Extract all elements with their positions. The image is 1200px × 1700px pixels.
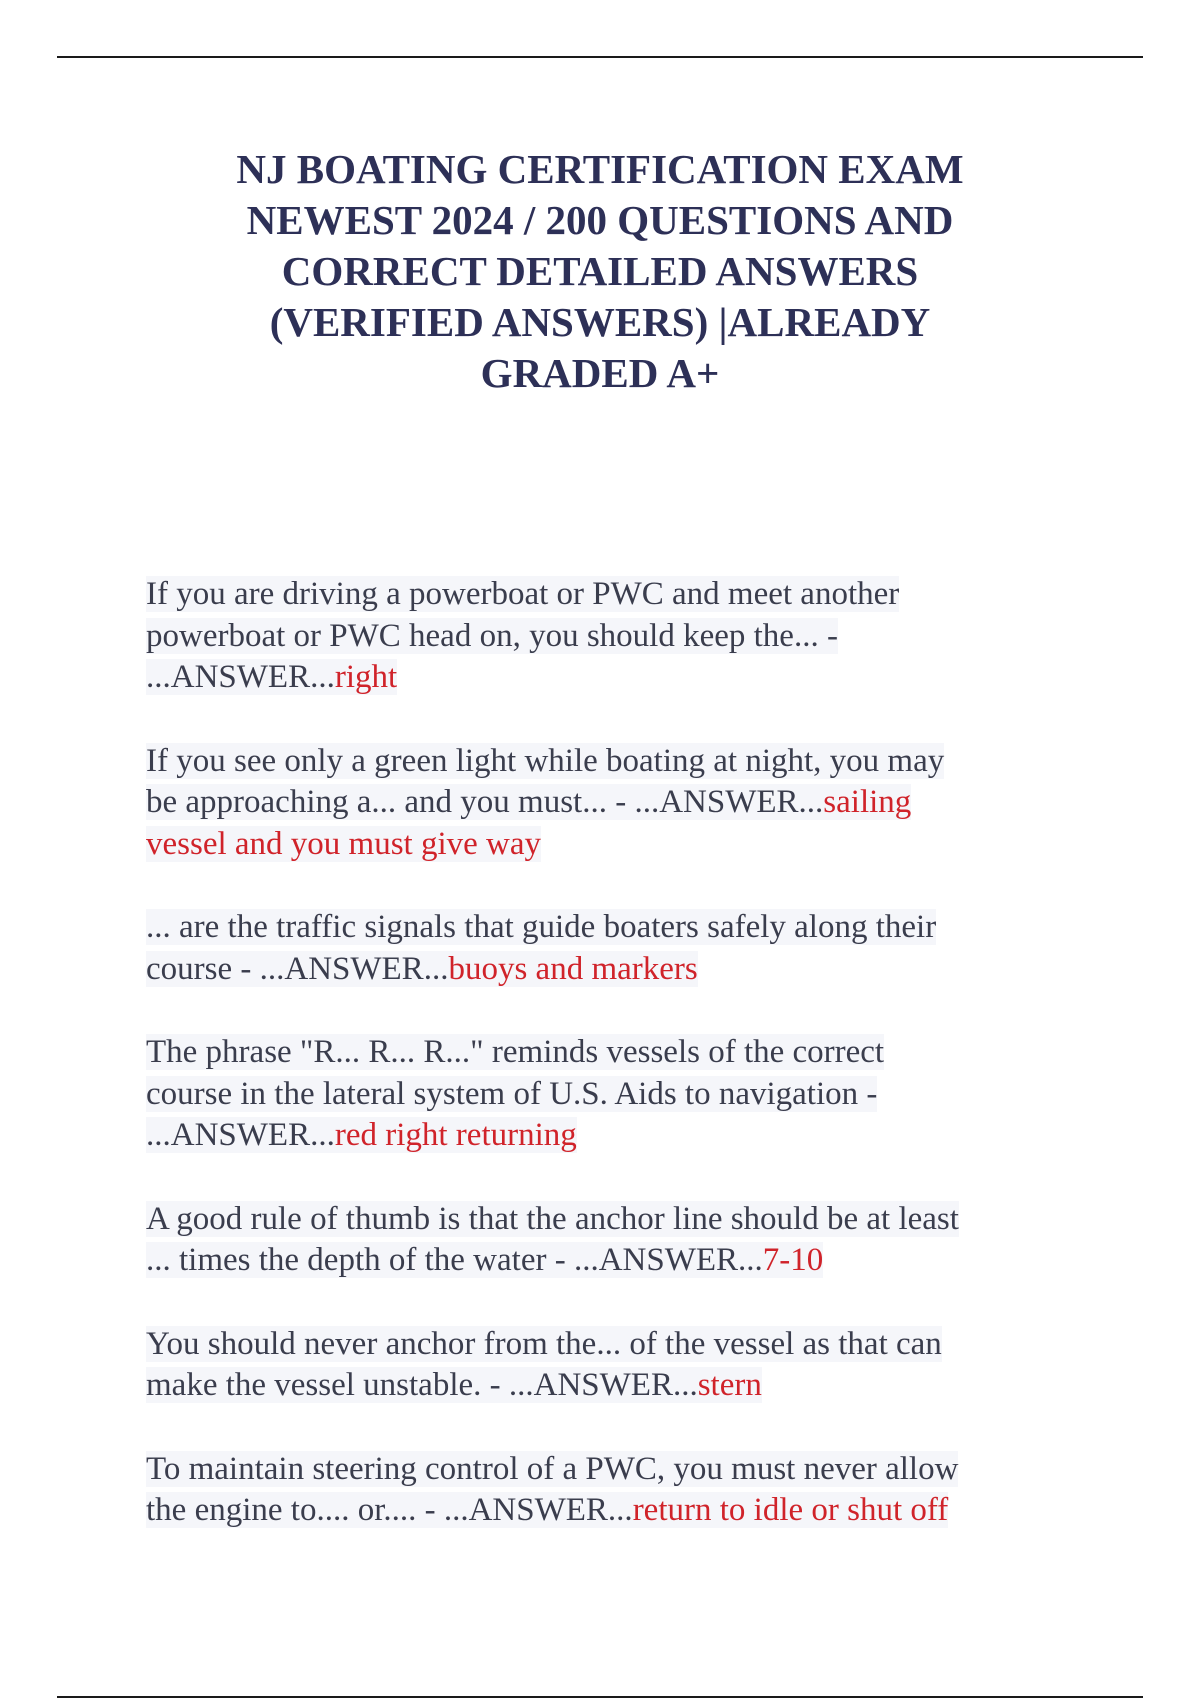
- answer-text: buoys and markers: [448, 950, 698, 987]
- qa-item: [146, 741, 1066, 866]
- qa-item: [146, 1449, 1066, 1532]
- title-line: (VERIFIED ANSWERS) |ALREADY: [269, 299, 931, 345]
- qa-line: [146, 1490, 1066, 1532]
- question-text: ...ANSWER...: [146, 659, 335, 695]
- qa-line: [146, 1240, 1066, 1282]
- question-text: be approaching a... and you must... - ...ANSWER...: [146, 784, 824, 820]
- qa-item: [146, 1324, 1066, 1407]
- question-text: course in the lateral system of U.S. Aids to navigation -: [146, 1075, 878, 1112]
- qa-line: [146, 1365, 1066, 1407]
- qa-line: [146, 1324, 1066, 1366]
- answer-text: sailing: [823, 784, 912, 820]
- question-text: If you see only a green light while boating at night, you may: [146, 742, 945, 779]
- qa-line: [146, 824, 1066, 866]
- qa-line: [146, 1115, 1066, 1157]
- answer-text: 7-10: [762, 1242, 824, 1278]
- question-text: powerboat or PWC head on, you should keep the... -: [146, 617, 838, 654]
- title-line: CORRECT DETAILED ANSWERS: [281, 248, 919, 294]
- qa-item: [146, 907, 1066, 990]
- qa-line: [146, 1199, 1066, 1241]
- qa-list: [146, 574, 1066, 1574]
- title-line: NJ BOATING CERTIFICATION EXAM: [236, 146, 964, 192]
- document-title: [150, 144, 1050, 399]
- qa-line: [146, 1449, 1066, 1491]
- qa-item: [146, 1032, 1066, 1157]
- qa-line: [146, 949, 1066, 991]
- question-text: You should never anchor from the... of the vessel as that can: [146, 1325, 942, 1362]
- qa-line: [146, 907, 1066, 949]
- answer-text: vessel and you must give way: [146, 825, 542, 862]
- qa-line: [146, 1032, 1066, 1074]
- question-text: The phrase "R... R... R..." reminds vessels of the correct: [146, 1034, 885, 1070]
- top-divider: [57, 56, 1143, 58]
- question-text: make the vessel unstable. - ...ANSWER...: [146, 1367, 698, 1403]
- qa-line: [146, 782, 1066, 824]
- answer-text: return to idle or shut off: [632, 1492, 949, 1528]
- question-text: the engine to.... or.... - ...ANSWER...: [146, 1492, 633, 1528]
- qa-line: [146, 657, 1066, 699]
- bottom-divider: [57, 1696, 1143, 1698]
- answer-text: right: [334, 659, 398, 695]
- title-line: NEWEST 2024 / 200 QUESTIONS AND: [246, 197, 954, 243]
- qa-line: [146, 574, 1066, 616]
- answer-text: stern: [697, 1367, 762, 1403]
- qa-line: [146, 1074, 1066, 1116]
- question-text: course - ...ANSWER...: [146, 950, 449, 987]
- answer-text: red right returning: [334, 1117, 577, 1153]
- question-text: ... times the depth of the water - ...ANSWER...: [146, 1242, 763, 1278]
- qa-line: [146, 741, 1066, 783]
- question-text: If you are driving a powerboat or PWC and meet another: [146, 576, 900, 612]
- qa-line: [146, 616, 1066, 658]
- question-text: ...ANSWER...: [146, 1117, 335, 1153]
- qa-item: [146, 574, 1066, 699]
- question-text: A good rule of thumb is that the anchor line should be at least: [146, 1200, 959, 1237]
- question-text: ... are the traffic signals that guide boaters safely along their: [146, 909, 937, 945]
- qa-item: [146, 1199, 1066, 1282]
- question-text: To maintain steering control of a PWC, you must never allow: [146, 1450, 959, 1487]
- title-line: GRADED A+: [480, 350, 720, 396]
